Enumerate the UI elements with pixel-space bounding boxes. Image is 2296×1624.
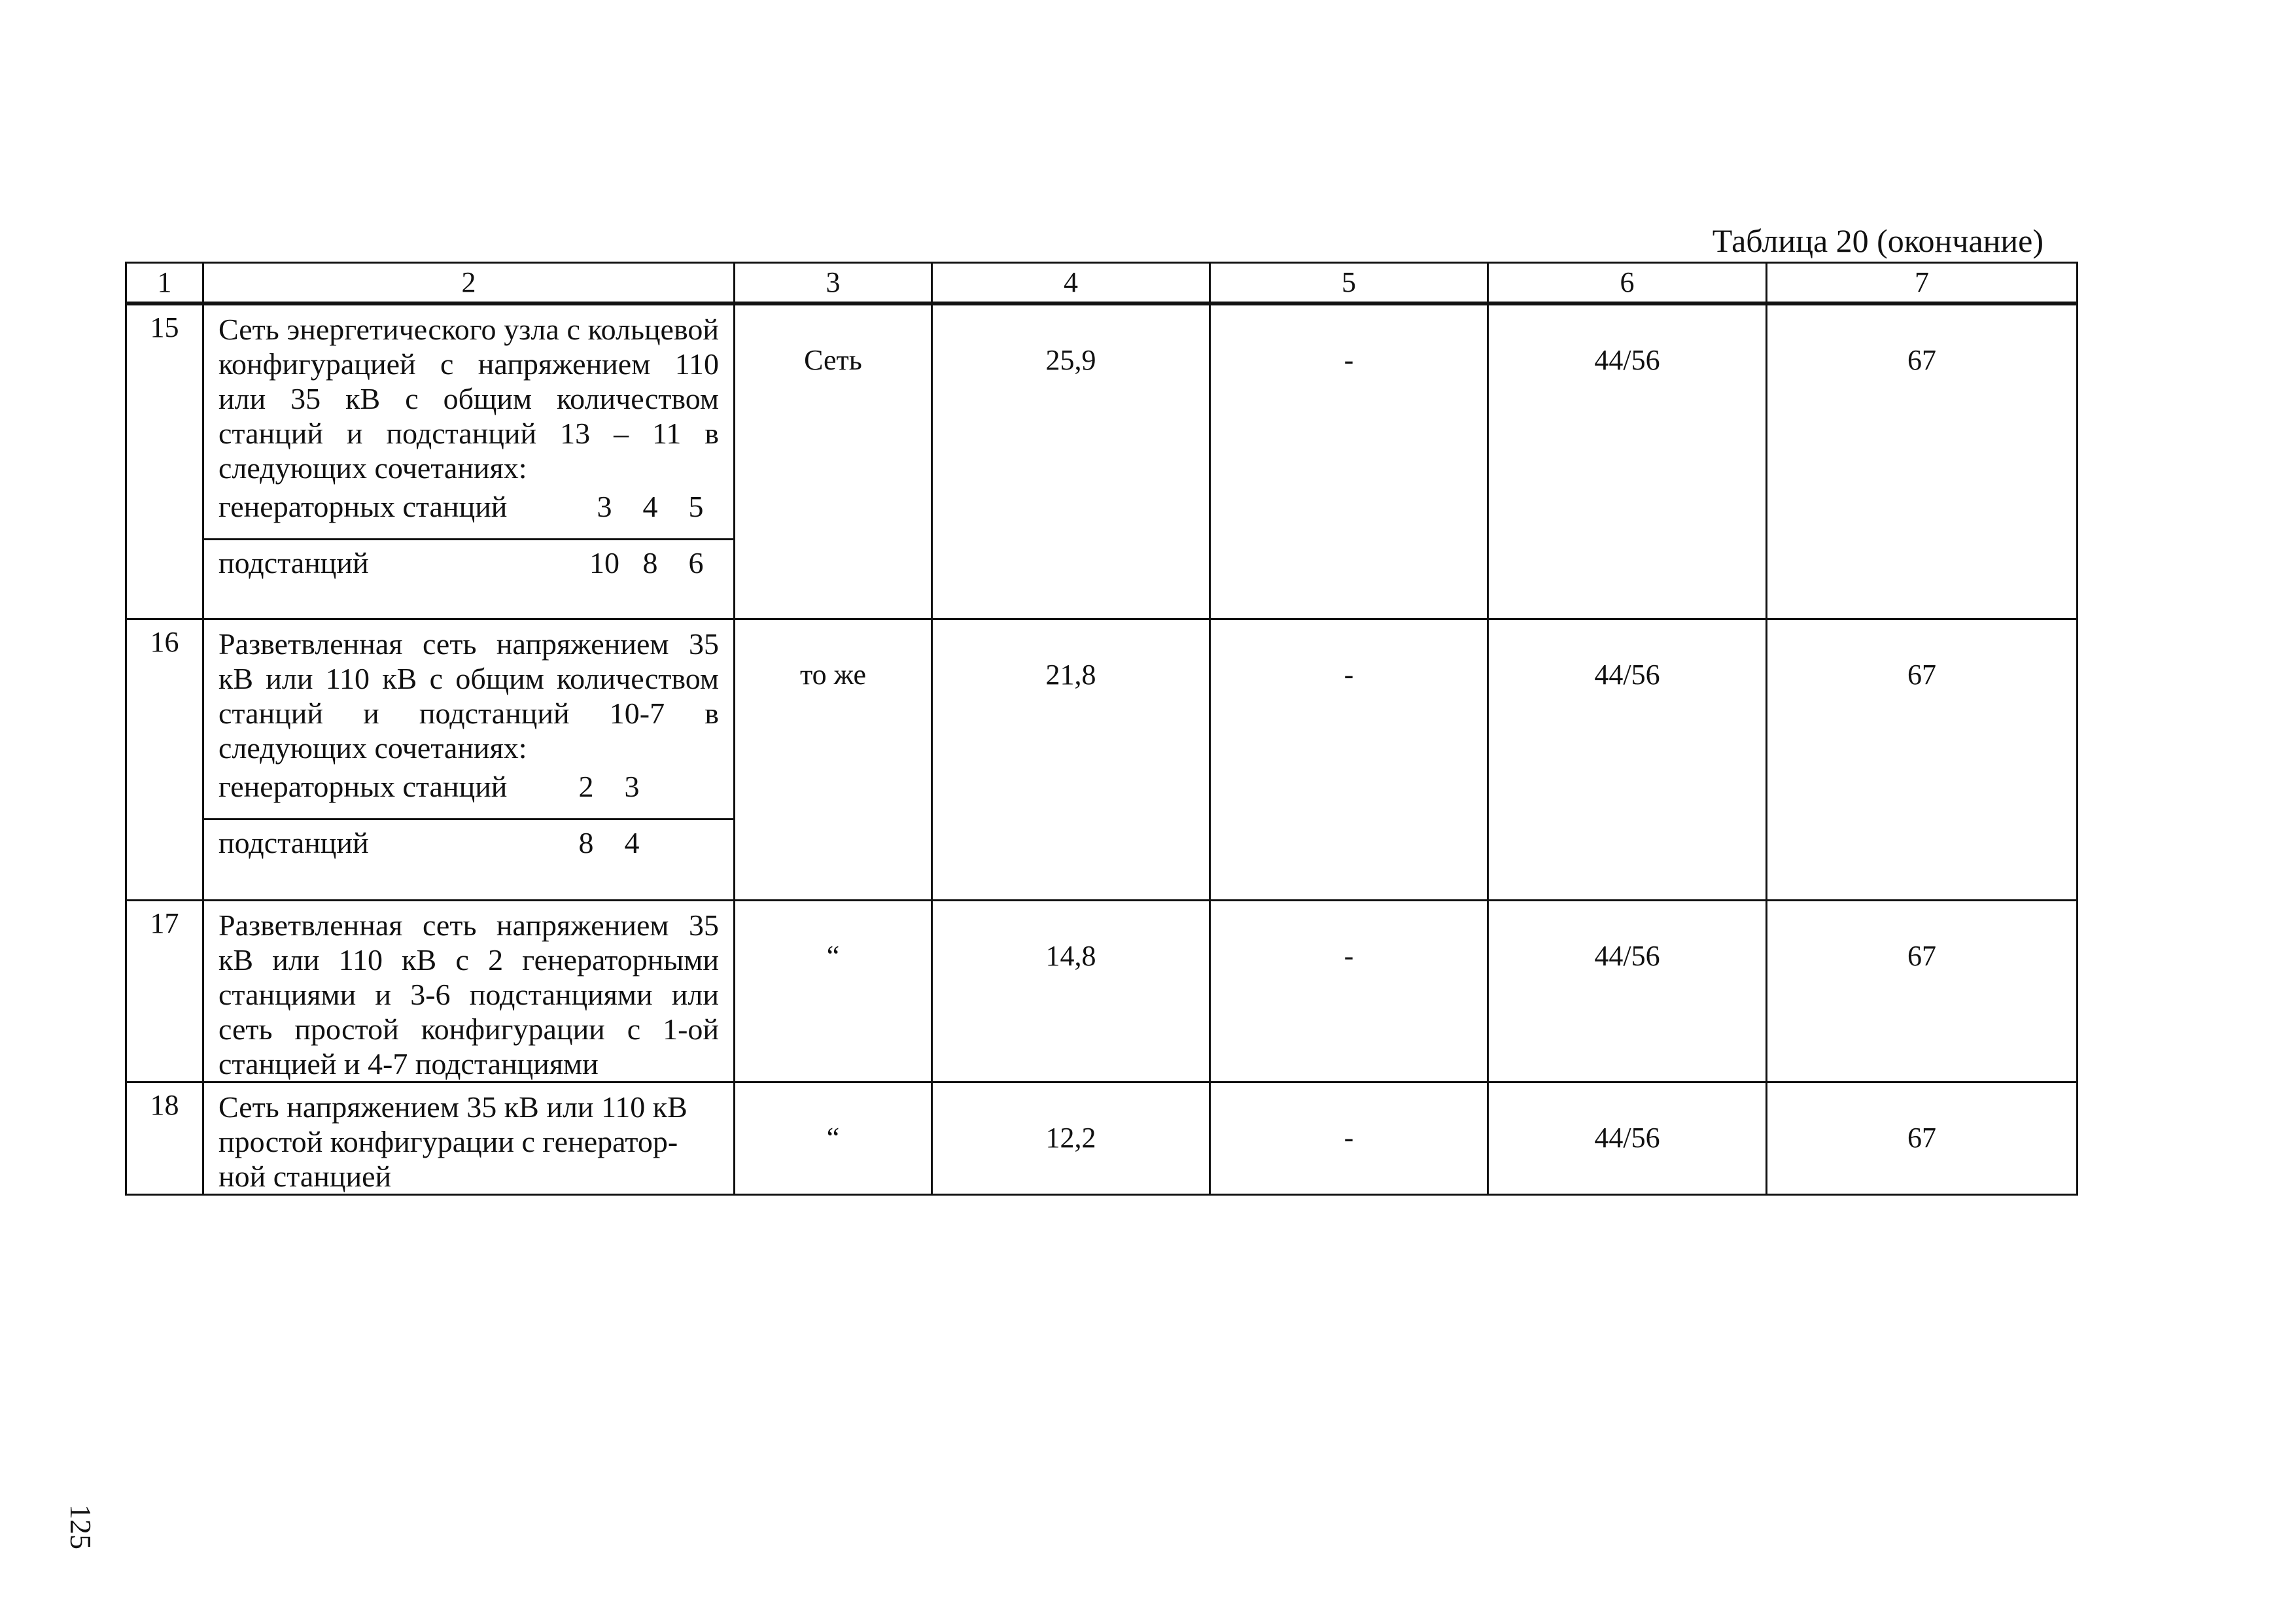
row-number: 16	[126, 619, 203, 900]
row-description: Разветвленная сеть напряжением 35 кВ или 110 кВ с 2 генераторными станциями и 3-6 подстанциями или сеть простой конфигурации с 1-ой станцией и 4-7 подстанциями	[203, 900, 735, 1082]
page-number: 125	[64, 1504, 97, 1549]
header-cell: 6	[1488, 263, 1767, 304]
table-row	[126, 900, 2078, 1082]
header-cell: 5	[1210, 263, 1488, 304]
header-cell: 4	[932, 263, 1210, 304]
cell-col5: -	[1210, 619, 1488, 900]
cell-col4: 14,8	[932, 900, 1210, 1082]
combination-label: подстанций	[218, 825, 369, 859]
combination-value: 2	[578, 769, 594, 803]
header-cell: 1	[126, 263, 203, 304]
header-cell: 3	[735, 263, 932, 304]
cell-col4: 12,2	[932, 1082, 1210, 1194]
cell-col5: -	[1210, 900, 1488, 1082]
combination-value: 5	[688, 490, 704, 523]
row-description	[203, 619, 735, 900]
combination-value: 6	[688, 546, 704, 579]
header-cell: 2	[203, 263, 735, 304]
row-number: 17	[126, 900, 203, 1082]
table-caption: Таблица 20 (окончание)	[1712, 222, 2044, 259]
row-number: 15	[126, 303, 203, 619]
cell-col7: 67	[1767, 900, 2078, 1082]
cell-col5: -	[1210, 303, 1488, 619]
table-row	[126, 619, 2078, 900]
cell-col6: 44/56	[1488, 900, 1767, 1082]
row-description: Сеть напряжением 35 кВ или 110 кВ простой конфигурации с генератор-ной станцией	[203, 1082, 735, 1194]
cell-col3: “	[735, 900, 932, 1082]
table-header-row	[126, 263, 2078, 304]
cell-col7: 67	[1767, 1082, 2078, 1194]
row-number: 18	[126, 1082, 203, 1194]
row-description	[203, 303, 735, 619]
combination-value: 10	[589, 546, 619, 579]
combination-value: 4	[624, 825, 640, 859]
description-text: Сеть энергетического узла с кольцевой конфигурацией с напряжением 110 или 35 кВ с общим количеством станций и подстанций 13 – 11 в следующих сочетаниях:	[218, 313, 719, 485]
table-row	[126, 303, 2078, 619]
cell-col6: 44/56	[1488, 303, 1767, 619]
cell-col6: 44/56	[1488, 1082, 1767, 1194]
cell-col3: то же	[735, 619, 932, 900]
combination-value: 3	[597, 490, 612, 523]
description-text: Разветвленная сеть напряжением 35 кВ или 110 кВ с общим количеством станций и подстанций 10-7 в следующих сочетаниях:	[218, 627, 719, 765]
combination-generators	[204, 489, 733, 538]
combination-label: генераторных станций	[218, 490, 508, 523]
data-table	[125, 262, 2078, 1196]
cell-col7: 67	[1767, 303, 2078, 619]
cell-col4: 25,9	[932, 303, 1210, 619]
table-row	[126, 1082, 2078, 1194]
combination-value: 8	[578, 825, 594, 859]
cell-col4: 21,8	[932, 619, 1210, 900]
cell-col6: 44/56	[1488, 619, 1767, 900]
cell-col3: “	[735, 1082, 932, 1194]
combination-value: 4	[642, 490, 658, 523]
combination-generators	[204, 769, 733, 818]
combination-label: генераторных станций	[218, 769, 508, 803]
cell-col7: 67	[1767, 619, 2078, 900]
combination-substations	[204, 818, 733, 867]
header-cell: 7	[1767, 263, 2078, 304]
combination-value: 8	[642, 546, 658, 579]
cell-col5: -	[1210, 1082, 1488, 1194]
combination-substations	[204, 538, 733, 587]
cell-col3: Сеть	[735, 303, 932, 619]
combination-value: 3	[624, 769, 640, 803]
combination-label: подстанций	[218, 546, 369, 579]
